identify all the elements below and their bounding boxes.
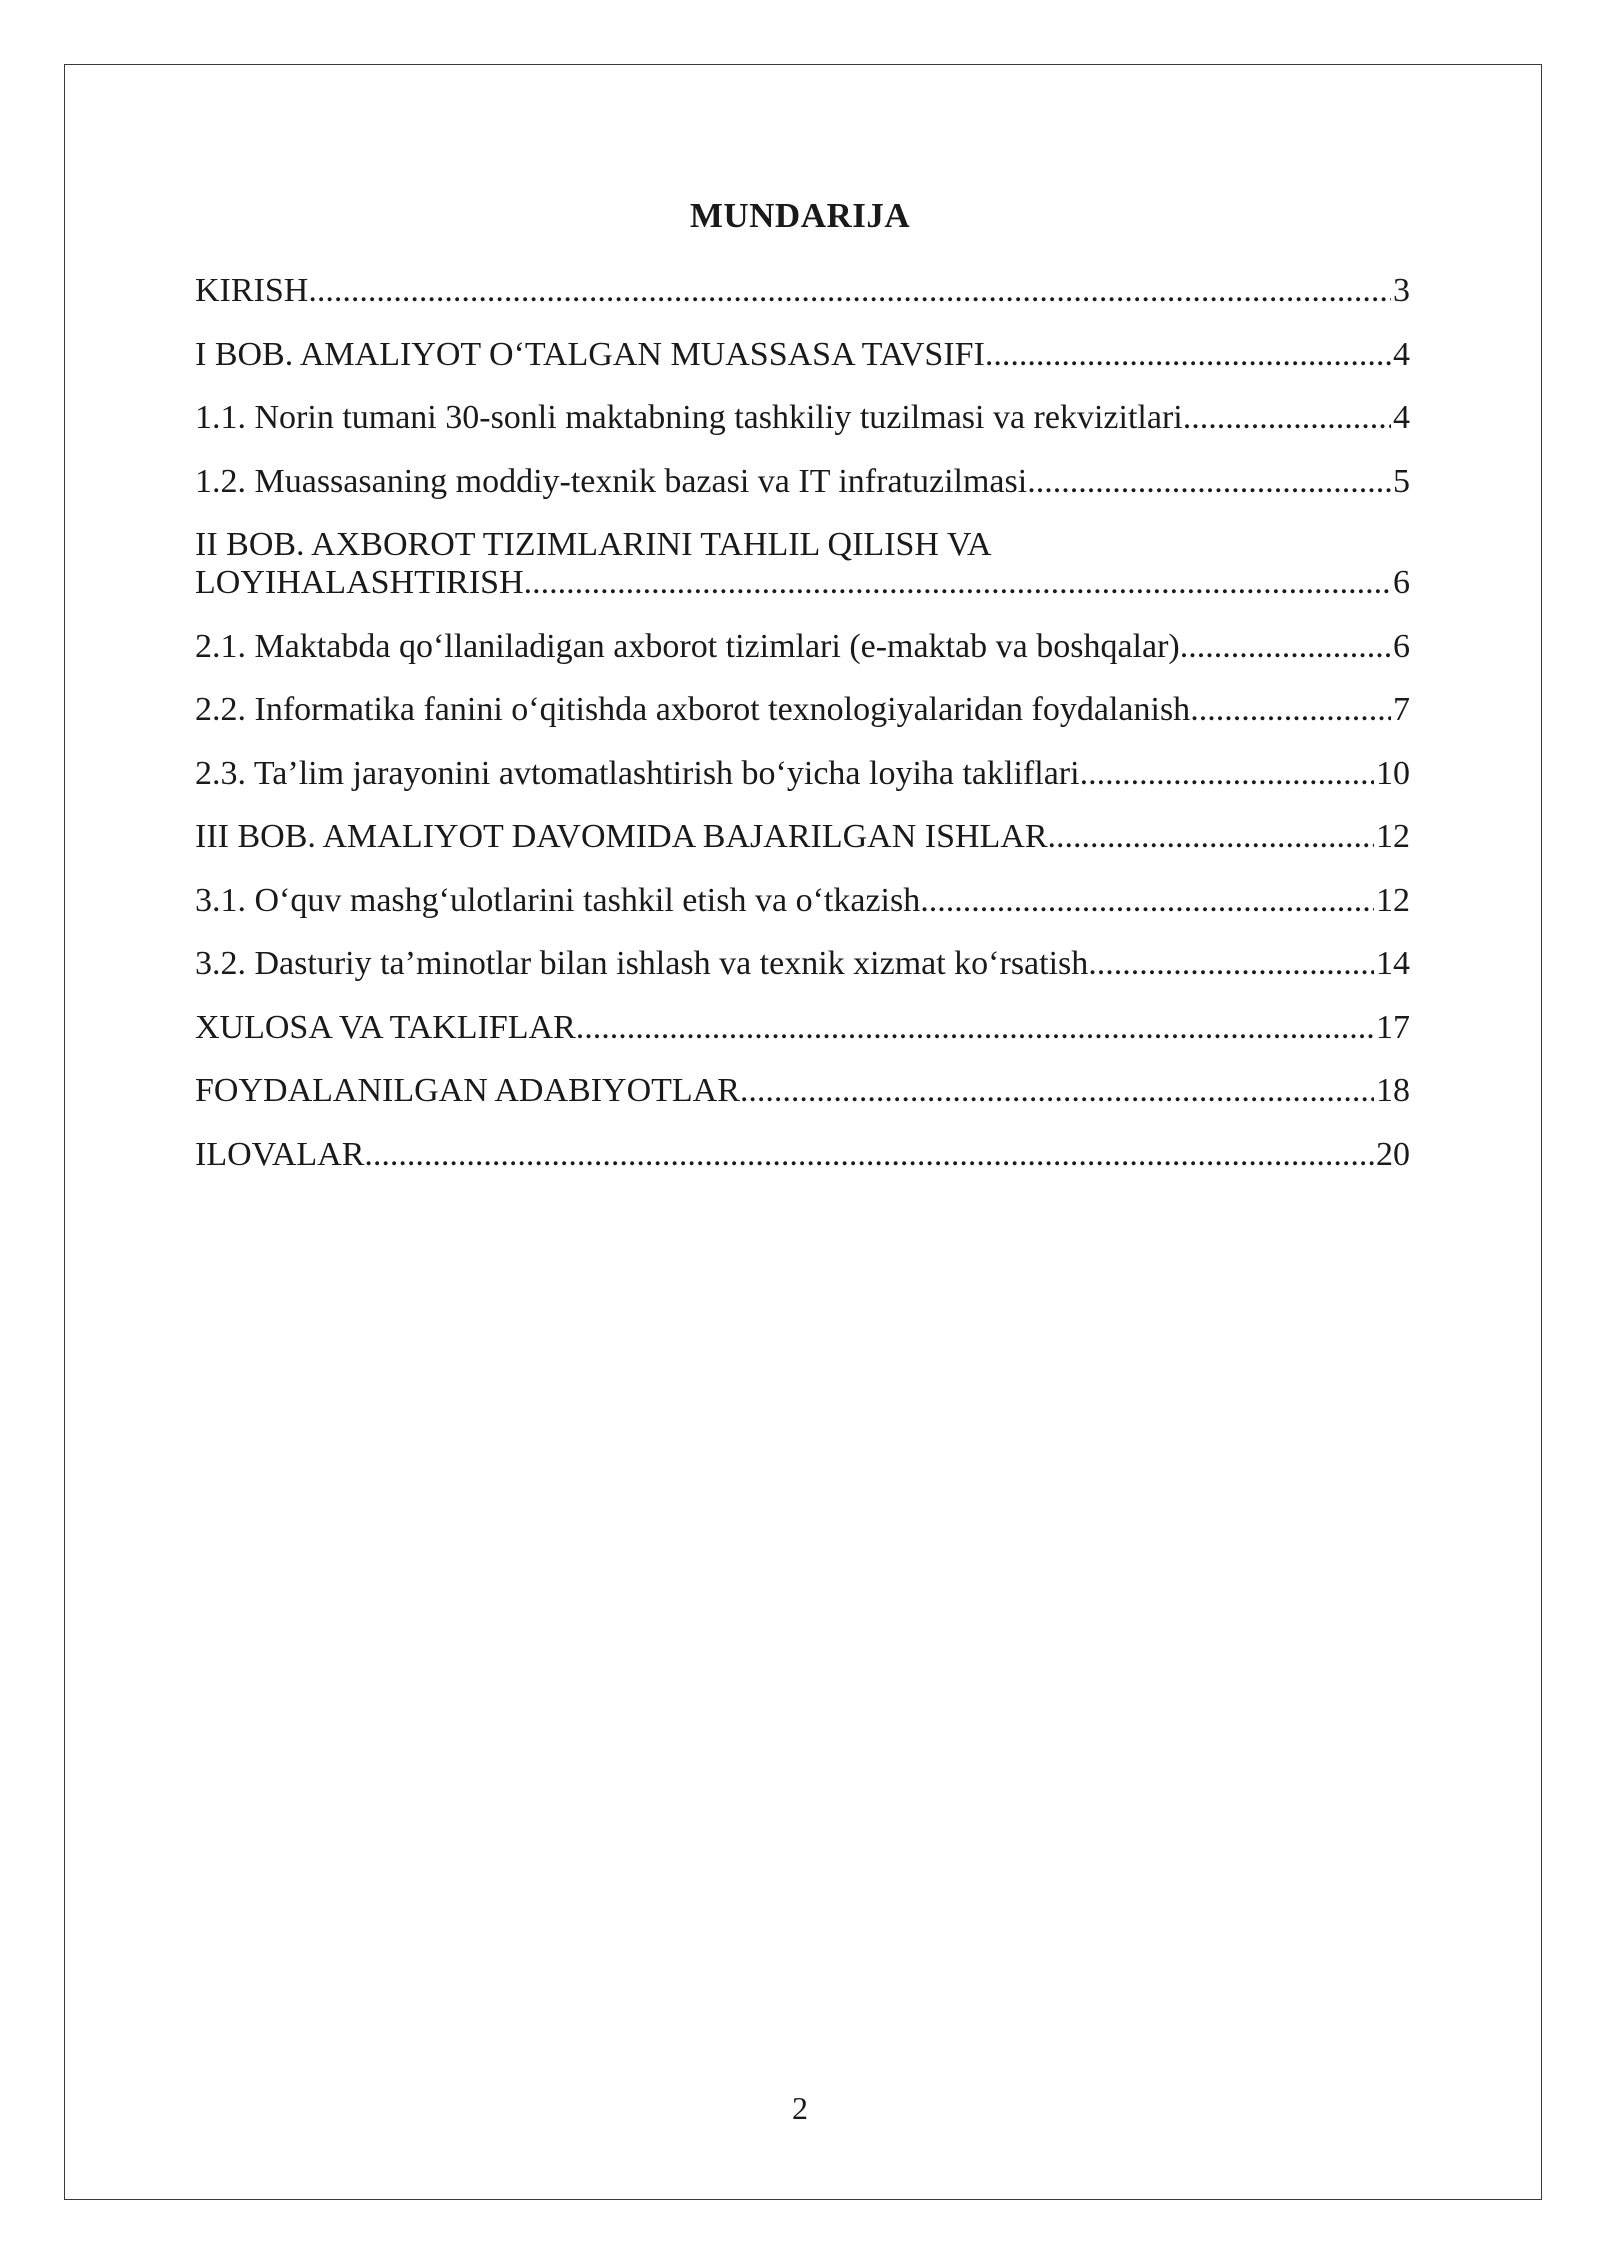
toc-entry-chapter-1[interactable] [195, 336, 1410, 374]
dot-leader [1180, 628, 1391, 666]
toc-entry-page: 18 [1376, 1072, 1410, 1109]
toc-entry-label: 2.1. Maktabda qo‘llaniladigan axborot tizimlari (e-maktab va boshqalar) [195, 627, 1180, 665]
toc-entry-page: 12 [1376, 818, 1410, 855]
toc-entry-section-3-2[interactable] [195, 945, 1410, 983]
toc-entry-section-2-1[interactable] [195, 628, 1410, 666]
toc-entry-page: 4 [1393, 399, 1410, 436]
dot-leader [920, 882, 1374, 920]
dot-leader [364, 1136, 1374, 1174]
toc-entry-appendices[interactable] [195, 1136, 1410, 1174]
toc-entry-label: 3.2. Dasturiy ta’minotlar bilan ishlash va texnik xizmat ko‘rsatish [195, 945, 1089, 982]
toc-entry-page: 7 [1393, 691, 1410, 728]
dot-leader [576, 1009, 1374, 1047]
toc-entry-page: 3 [1393, 272, 1410, 309]
toc-entry-kirish[interactable] [195, 272, 1410, 310]
toc-entry-page: 20 [1376, 1135, 1410, 1173]
toc-entry-page: 5 [1393, 462, 1410, 500]
toc-entry-label: I BOB. AMALIYOT O‘TALGAN MUASSASA TAVSIFI [195, 335, 985, 373]
toc-entry-page: 4 [1393, 335, 1410, 373]
dot-leader [524, 564, 1391, 602]
toc-entry-page: 14 [1376, 945, 1410, 982]
dot-leader [1183, 399, 1391, 437]
toc-entry-label: XULOSA VA TAKLIFLAR [195, 1008, 576, 1046]
toc-entry-page: 6 [1393, 564, 1410, 601]
table-of-contents [195, 272, 1410, 1199]
toc-entry-label: 1.2. Muassasaning moddiy-texnik bazasi va IT infratuzilmasi [195, 462, 1028, 500]
toc-entry-label: KIRISH [195, 272, 309, 309]
toc-entry-page: 12 [1376, 881, 1410, 919]
toc-entry-label: III BOB. AMALIYOT DAVOMIDA BAJARILGAN ISHLAR [195, 818, 1048, 855]
dot-leader [1080, 755, 1374, 793]
toc-entry-chapter-3[interactable] [195, 818, 1410, 856]
toc-entry-section-1-2[interactable] [195, 463, 1410, 501]
dot-leader [1088, 945, 1374, 983]
toc-entry-section-1-1[interactable] [195, 399, 1410, 437]
toc-entry-section-2-2[interactable] [195, 691, 1410, 729]
toc-entry-label: 2.2. Informatika fanini o‘qitishda axborot texnologiyalaridan foydalanish [195, 691, 1191, 728]
toc-entry-label: ILOVALAR [195, 1135, 365, 1173]
toc-entry-page: 10 [1376, 754, 1410, 792]
dot-leader [1190, 691, 1391, 729]
toc-entry-references[interactable] [195, 1072, 1410, 1110]
page-number: 2 [792, 2090, 808, 2126]
toc-entry-label: LOYIHALASHTIRISH [195, 564, 524, 601]
toc-entry-label: 3.1. O‘quv mashg‘ulotlarini tashkil etish va o‘tkazish [195, 881, 921, 919]
toc-entry-label: 2.3. Ta’lim jarayonini avtomatlashtirish bo‘yicha loyiha takliflari [195, 754, 1080, 792]
dot-leader [1027, 463, 1391, 501]
toc-entry-label-line-1: II BOB. AXBOROT TIZIMLARINI TAHLIL QILISH VA [195, 526, 992, 563]
page-title: MUNDARIJA [689, 196, 911, 235]
toc-entry-page: 17 [1376, 1008, 1410, 1046]
toc-entry-chapter-2[interactable] [195, 526, 1410, 602]
toc-entry-conclusion[interactable] [195, 1009, 1410, 1047]
toc-entry-label: 1.1. Norin tumani 30-sonli maktabning tashkiliy tuzilmasi va rekvizitlari [195, 399, 1183, 436]
toc-entry-label: FOYDALANILGAN ADABIYOTLAR [195, 1072, 740, 1109]
dot-leader [985, 336, 1391, 374]
toc-entry-section-3-1[interactable] [195, 882, 1410, 920]
dot-leader [1048, 818, 1374, 856]
dot-leader [308, 272, 1391, 310]
toc-entry-section-2-3[interactable] [195, 755, 1410, 793]
toc-entry-page: 6 [1393, 627, 1410, 665]
dot-leader [740, 1072, 1374, 1110]
